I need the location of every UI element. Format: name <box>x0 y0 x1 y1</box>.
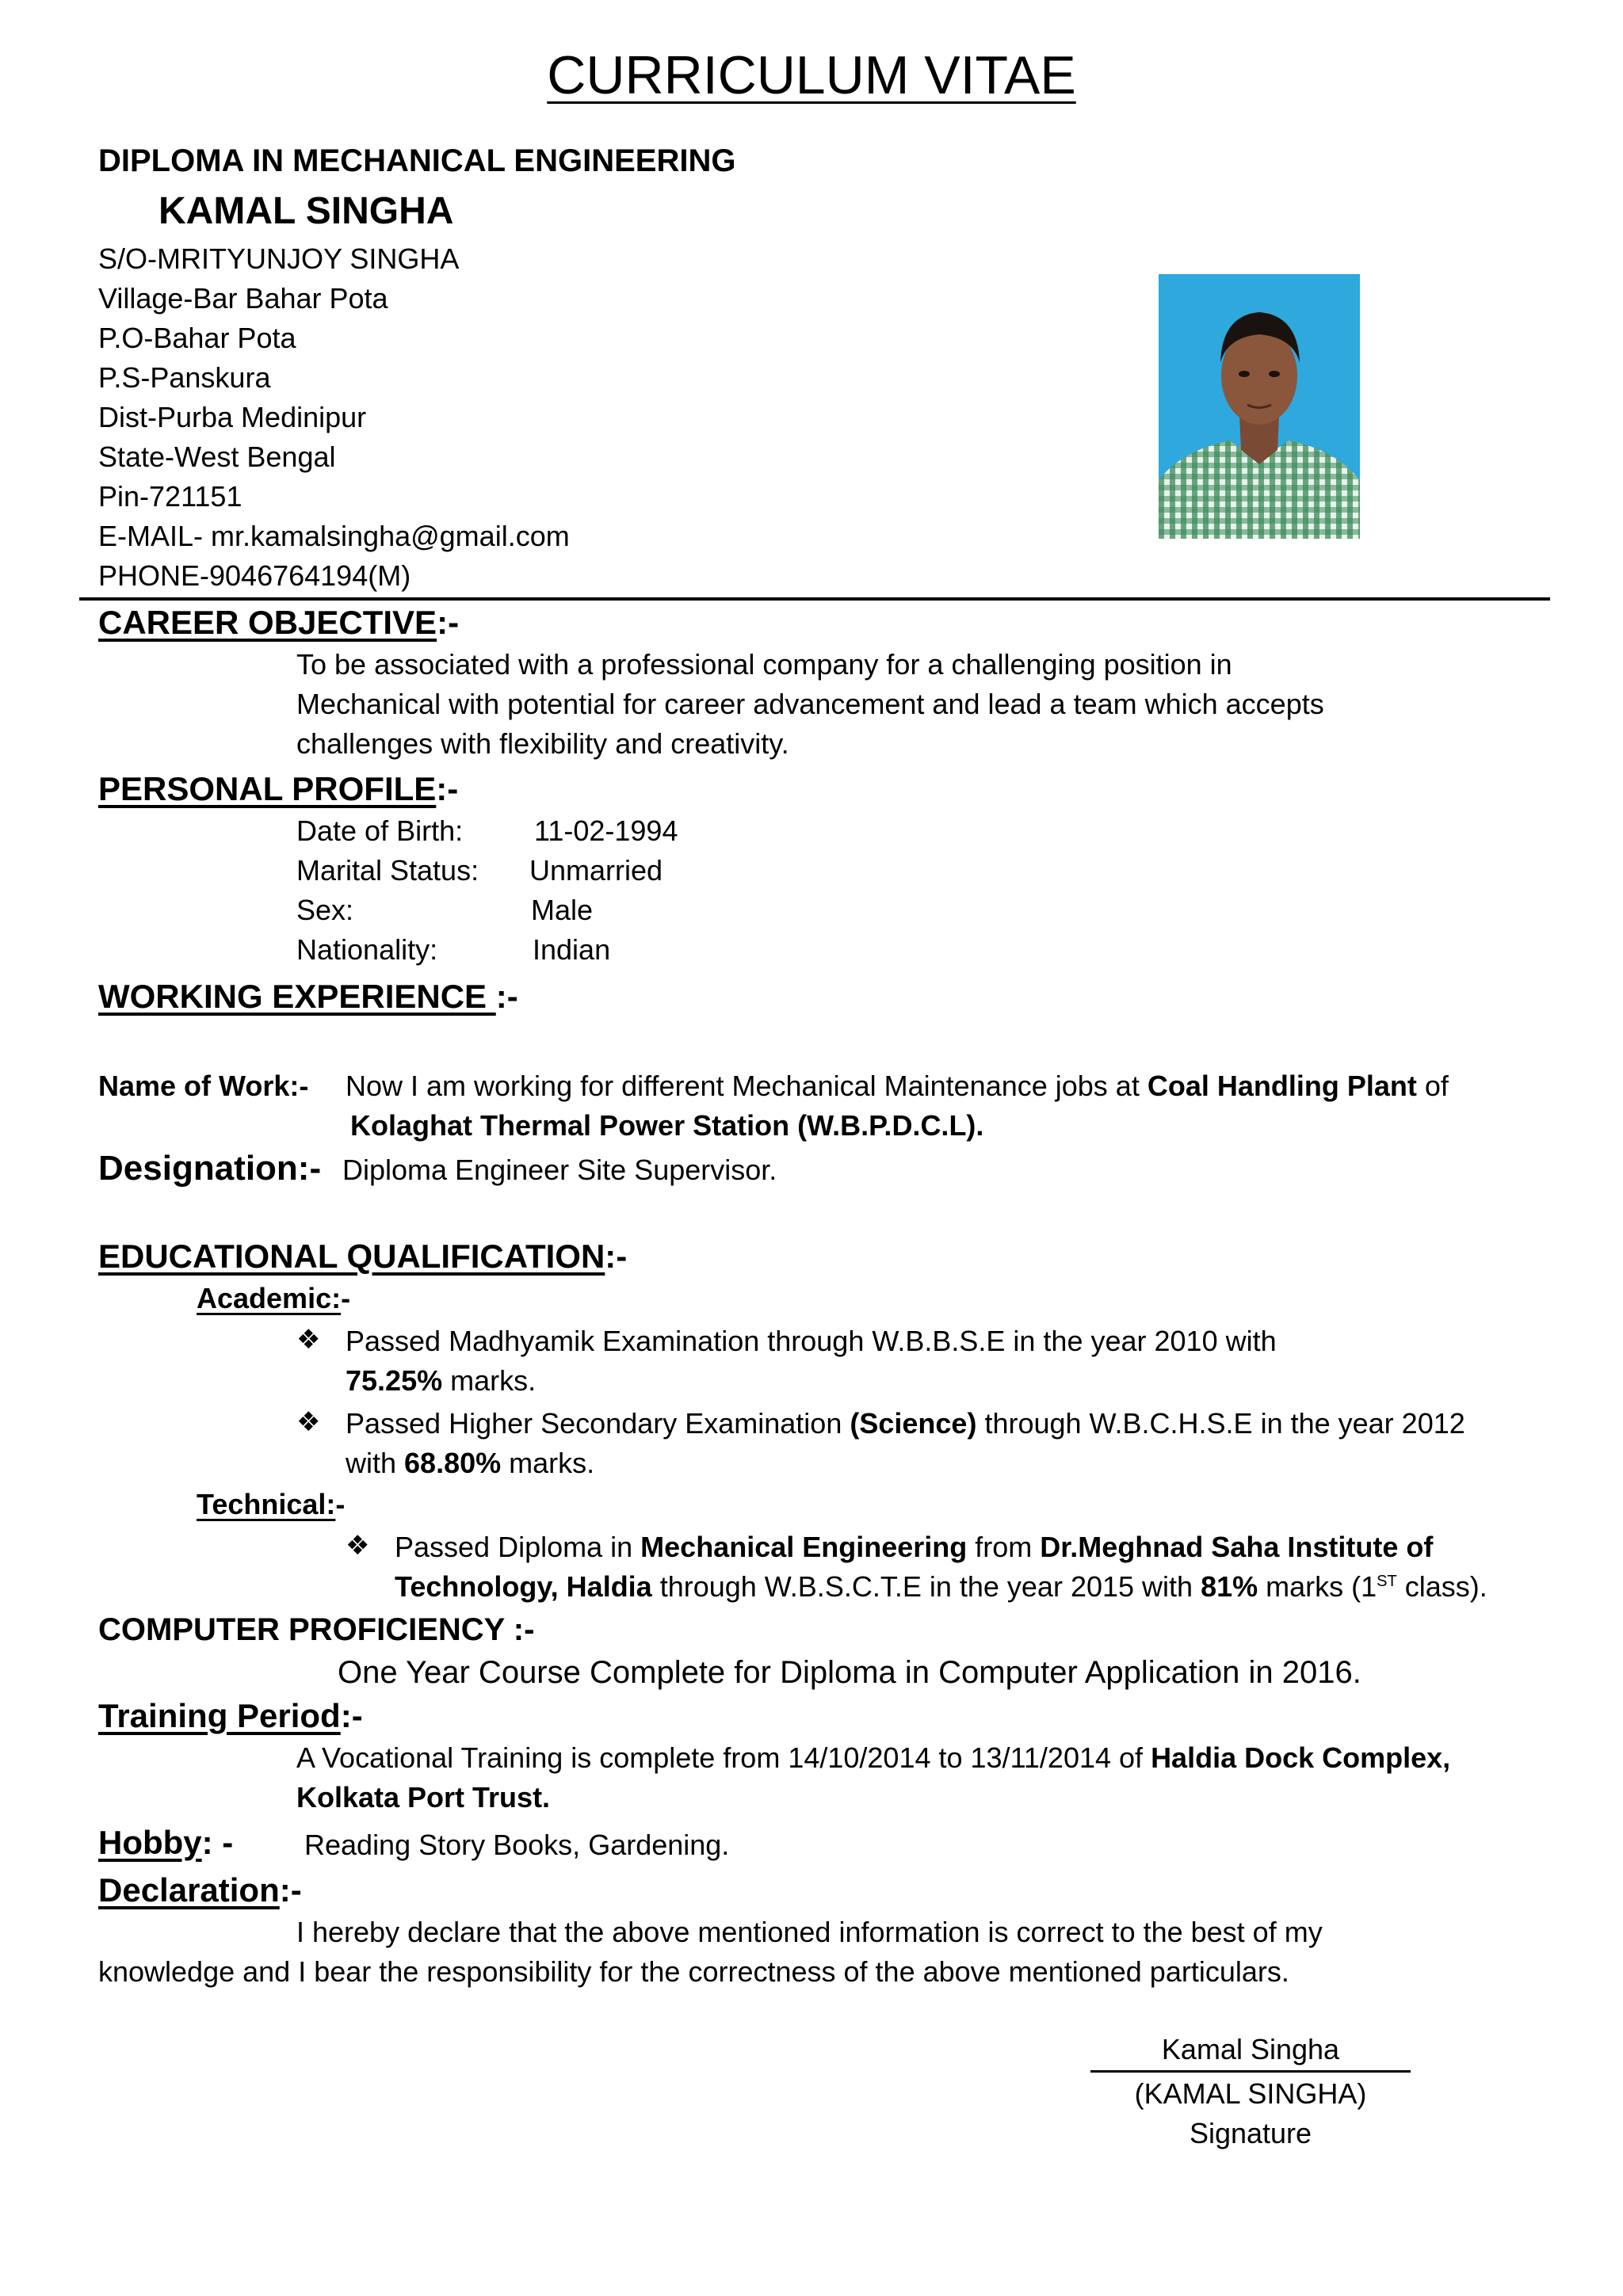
address-line: Village-Bar Bahar Pota <box>98 282 388 315</box>
profile-label: Date of Birth: <box>296 814 464 847</box>
diamond-bullet-icon: ❖ <box>296 1407 321 1437</box>
technical-item: Technology, Haldia through W.B.S.C.T.E in the year 2015 with 81% marks (1ST class). <box>395 1570 1487 1603</box>
technical-label: Technical:- <box>197 1488 346 1520</box>
computer-proficiency-heading: COMPUTER PROFICIENCY :- <box>98 1612 535 1647</box>
document-title: CURRICULUM VITAE <box>547 45 1076 105</box>
profile-value: Indian <box>533 933 611 966</box>
signature-name: Kamal Singha <box>1161 2033 1340 2065</box>
signature-caps-name: (KAMAL SINGHA) <box>1134 2077 1367 2110</box>
signature-label: Signature <box>1189 2117 1312 2149</box>
profile-label: Marital Status: <box>296 854 479 887</box>
work-employer: Kolaghat Thermal Power Station (W.B.P.D.C.L). <box>350 1109 984 1142</box>
training-heading: Training Period:- <box>98 1697 363 1734</box>
address-line: P.O-Bahar Pota <box>98 322 296 354</box>
training-org: Kolkata Port Trust. <box>296 1781 551 1814</box>
profile-value: 11-02-1994 <box>534 814 678 847</box>
profile-value: Male <box>531 894 594 926</box>
career-objective-heading: CAREER OBJECTIVE:- <box>98 604 460 641</box>
objective-line: Mechanical with potential for career advancement and lead a team which accepts <box>296 688 1324 720</box>
technical-item: Passed Diploma in Mechanical Engineering from Dr.Meghnad Saha Institute of <box>395 1531 1434 1563</box>
declaration-heading: Declaration:- <box>98 1871 302 1909</box>
working-experience-heading: WORKING EXPERIENCE :- <box>98 978 518 1015</box>
academic-item: with 68.80% marks. <box>346 1447 595 1479</box>
profile-photo <box>1159 274 1360 539</box>
address-line: S/O-MRITYUNJOY SINGHA <box>98 242 460 275</box>
candidate-name: KAMAL SINGHA <box>158 190 454 232</box>
computer-proficiency-text: One Year Course Complete for Diploma in Computer Application in 2016. <box>338 1655 1361 1690</box>
diamond-bullet-icon: ❖ <box>346 1531 370 1561</box>
address-line: P.S-Panskura <box>98 361 271 394</box>
academic-item: Passed Madhyamik Examination through W.B.B.S.E in the year 2010 with <box>346 1325 1277 1357</box>
address-line: State-West Bengal <box>98 441 336 473</box>
email-line: E-MAIL- mr.kamalsingha@gmail.com <box>98 520 570 552</box>
work-label: Name of Work:- <box>98 1070 309 1102</box>
academic-label: Academic:- <box>197 1282 351 1314</box>
profile-label: Sex: <box>296 894 354 926</box>
declaration-line: knowledge and I bear the responsibility for the correctness of the above mentioned particulars. <box>98 1955 1289 1988</box>
signature-line <box>1090 2070 1411 2073</box>
qualification-heading: DIPLOMA IN MECHANICAL ENGINEERING <box>98 143 736 178</box>
hobby-value: Reading Story Books, Gardening. <box>304 1829 730 1861</box>
academic-item: Passed Higher Secondary Examination (Science) through W.B.C.H.S.E in the year 2012 <box>346 1407 1465 1440</box>
diamond-bullet-icon: ❖ <box>296 1325 321 1355</box>
personal-profile-heading: PERSONAL PROFILE:- <box>98 770 459 807</box>
address-line: Pin-721151 <box>98 480 242 513</box>
declaration-line: I hereby declare that the above mentioned information is correct to the best of my <box>296 1916 1323 1948</box>
training-text: A Vocational Training is complete from 14/10/2014 to 13/11/2014 of Haldia Dock Complex, <box>296 1741 1451 1774</box>
profile-value: Unmarried <box>529 854 663 887</box>
designation-value: Diploma Engineer Site Supervisor. <box>342 1154 777 1186</box>
hobby-heading: Hobby: - <box>98 1824 234 1861</box>
work-description: Now I am working for different Mechanical Maintenance jobs at Coal Handling Plant of <box>346 1070 1449 1102</box>
phone-line: PHONE-9046764194(M) <box>98 559 411 592</box>
objective-line: To be associated with a professional company for a challenging position in <box>296 648 1232 681</box>
objective-line: challenges with flexibility and creativity. <box>296 727 789 760</box>
education-heading: EDUCATIONAL QUALIFICATION:- <box>98 1238 628 1275</box>
address-line: Dist-Purba Medinipur <box>98 401 367 433</box>
designation-label: Designation:- <box>98 1149 322 1188</box>
academic-item: 75.25% marks. <box>346 1364 537 1397</box>
profile-label: Nationality: <box>296 933 438 966</box>
